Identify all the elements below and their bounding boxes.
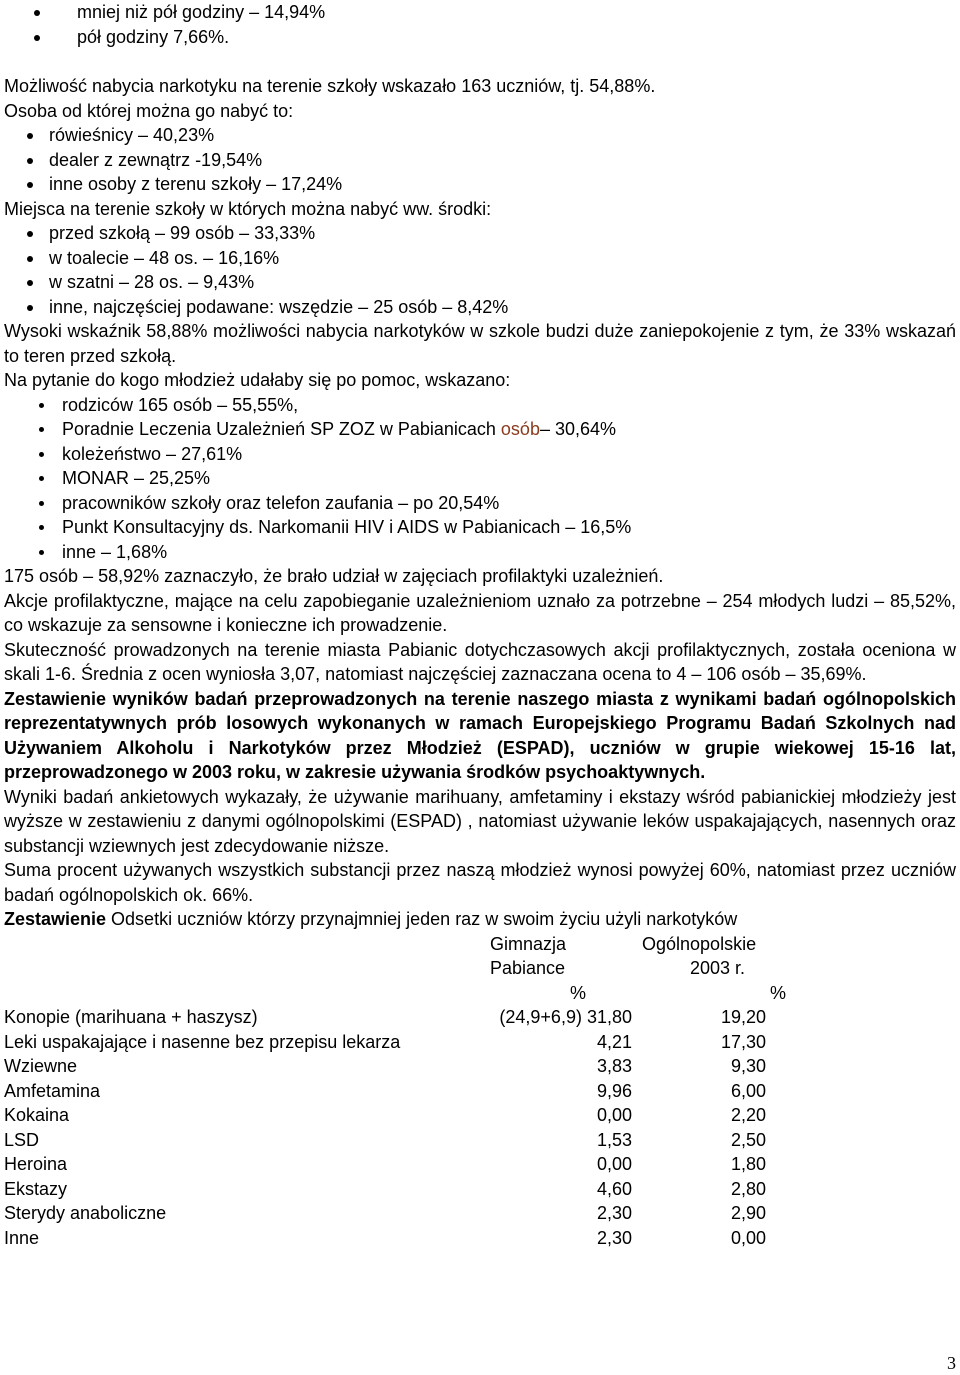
list-item: inne, najczęściej podawane: wszędzie – 25 osób – 8,42% — [4, 295, 956, 320]
list-item: przed szkołą – 99 osób – 33,33% — [4, 221, 956, 246]
list-item: pół godziny 7,66%. — [34, 25, 956, 50]
list-item: koleżeństwo – 27,61% — [4, 442, 956, 467]
table-cell: 0,00 — [730, 1227, 766, 1248]
paragraph-possibility: Możliwość nabycia narkotyku na terenie szkoły wskazało 163 uczniów, tj. 54,88%. — [4, 76, 656, 96]
table-body — [4, 1005, 956, 1250]
paragraph-actions: Akcje profilaktyczne, mające na celu zapobieganie uzależnieniom uznało za potrzebne – 254 młodych ludzi – 85,52%, co wskazuje za sensowne i konieczne ich prowadzenie. — [4, 590, 956, 635]
list-item: w toalecie – 48 os. – 16,16% — [4, 246, 956, 271]
list-item — [4, 417, 956, 442]
table-row — [4, 1201, 956, 1226]
table-cell: 9,96 — [596, 1080, 632, 1101]
table-cell: 2,90 — [730, 1203, 766, 1223]
table-row — [4, 1128, 956, 1153]
highlighted-word: osób — [500, 419, 540, 439]
table-row — [4, 1079, 956, 1104]
table-cell: LSD — [4, 1129, 40, 1150]
table-row — [4, 1030, 956, 1055]
list-item: mniej niż pół godziny – 14,94% — [34, 0, 956, 25]
list-item: rodziców 165 osób – 55,55%, — [4, 393, 956, 418]
table-header-row — [4, 981, 956, 1006]
table-cell: Wziewne — [4, 1056, 78, 1076]
table-cell: Ekstazy — [4, 1178, 68, 1199]
table-cell: 17,30 — [720, 1031, 766, 1052]
table-cell: 2,50 — [730, 1129, 766, 1150]
spacer — [4, 49, 956, 74]
person-heading: Osoba od której można go nabyć to: — [4, 100, 294, 121]
summary-text: Odsetki uczniów którzy przynajmniej jeden raz w swoim życiu użyli narkotyków — [106, 909, 738, 929]
paragraph-results: Wyniki badań ankietowych wykazały, że używanie marihuany, amfetaminy i ekstazy wśród pabianickiej młodzieży jest wyższe w zestawieniu z danymi ogólnopolskimi (ESPAD) , natomiast używanie leków uspakajających, nasennych oraz substancji wziewnych jest zdecydowanie niższe. — [4, 786, 956, 856]
table-cell: Kokaina — [4, 1105, 70, 1125]
list-item: inne – 1,68% — [4, 540, 956, 565]
paragraph-sum: Suma procent używanych wszystkich substancji przez naszą młodzież wynosi powyżej 60%, natomiast przez uczniów badań ogólnopolskich ok. 66%. — [4, 860, 956, 905]
table-cell: 0,00 — [596, 1105, 632, 1125]
table-cell: 1,53 — [596, 1129, 632, 1150]
list-item: MONAR – 25,25% — [4, 466, 956, 491]
list-item: pracowników szkoły oraz telefon zaufania – po 20,54% — [4, 491, 956, 516]
table-header-cell: Ogólnopolskie — [642, 933, 757, 954]
table-header-row — [4, 956, 956, 981]
paragraph-comparison-heading: Zestawienie wyników badań przeprowadzonych na terenie naszego miasta z wynikami badań ogólnopolskich reprezentatywnych prób losowych wykonanych w ramach Europejskiego Programu Badań Szkolnych nad Używaniem Alkoholu i Narkotyków przez Młodzież (ESPAD), uczniów w grupie wiekowej 15-16 lat, przeprowadzonego w 2003 roku, w zakresie używania środków psychoaktywnych. — [4, 688, 956, 782]
table-cell: (24,9+6,9) 31,80 — [499, 1007, 632, 1027]
table-cell: Konopie (marihuana + haszysz) — [4, 1007, 258, 1027]
table-header-cell: % — [570, 982, 587, 1003]
list-item: w szatni – 28 os. – 9,43% — [4, 270, 956, 295]
table-header-cell: % — [770, 982, 787, 1003]
places-heading: Miejsca na terenie szkoły w których można nabyć ww. środki: — [4, 198, 492, 219]
table-cell: 2,20 — [730, 1105, 766, 1125]
time-list — [34, 0, 956, 49]
table-cell: 4,21 — [596, 1031, 632, 1052]
paragraph-high-indicator: Wysoki wskaźnik 58,88% możliwości nabycia narkotyków w szkole budzi duże zaniepokojenie z tym, że 33% wskazań to teren przed szkołą. — [4, 321, 956, 366]
table-cell: Sterydy anaboliczne — [4, 1203, 167, 1223]
table-row — [4, 1226, 956, 1251]
table-cell: Leki uspakajające i nasenne bez przepisu lekarza — [4, 1031, 401, 1052]
table-header-cell: Pabiance — [490, 958, 566, 978]
help-heading: Na pytanie do kogo młodzież udałaby się po pomoc, wskazano: — [4, 370, 511, 390]
table-cell: 2,30 — [596, 1203, 632, 1223]
list-item-text: – 30,64% — [539, 419, 617, 439]
table-cell: 2,80 — [730, 1178, 766, 1199]
table-row — [4, 1054, 956, 1079]
table-row — [4, 1103, 956, 1128]
table-cell: 0,00 — [596, 1154, 632, 1174]
substances-table — [4, 932, 956, 1248]
table-cell: 9,30 — [730, 1056, 766, 1076]
table-cell: 2,30 — [596, 1227, 632, 1248]
table-row — [4, 1005, 956, 1030]
list-item: rówieśnicy – 40,23% — [4, 123, 956, 148]
summary-line — [4, 907, 956, 932]
list-item: inne osoby z terenu szkoły – 17,24% — [4, 172, 956, 197]
page-content — [4, 0, 956, 1248]
list-item: Punkt Konsultacyjny ds. Narkomanii HIV i AIDS w Pabianicach – 16,5% — [4, 515, 956, 540]
table-cell: Amfetamina — [4, 1080, 101, 1101]
list-item: dealer z zewnątrz -19,54% — [4, 148, 956, 173]
table-row — [4, 1152, 956, 1177]
table-cell: 3,83 — [596, 1056, 632, 1076]
table-cell: 19,20 — [720, 1007, 766, 1027]
places-list — [4, 221, 956, 319]
page-number: 3 — [947, 1352, 956, 1373]
list-item-text: Poradnie Leczenia Uzależnień SP ZOZ w Pabianicach — [62, 419, 501, 439]
paragraph-175: 175 osób – 58,92% zaznaczyło, że brało udział w zajęciach profilaktyki uzależnień. — [4, 566, 664, 586]
table-header-row — [4, 932, 956, 957]
table-header-cell: Gimnazja — [490, 933, 567, 954]
table-cell: Inne — [4, 1227, 40, 1248]
table-cell: 1,80 — [730, 1154, 766, 1174]
help-list — [4, 393, 956, 565]
table-row — [4, 1177, 956, 1202]
table-cell: 4,60 — [596, 1178, 632, 1199]
summary-label: Zestawienie — [4, 909, 107, 929]
table-header-cell: 2003 r. — [690, 958, 746, 978]
paragraph-effectiveness: Skuteczność prowadzonych na terenie miasta Pabianic dotychczasowych akcji profilaktycznych, została oceniona w skali 1-6. Średnia z ocen wyniosła 3,07, natomiast najczęściej zaznaczana ocena to 4 – 106 osób – 35,69%. — [4, 639, 956, 684]
table-cell: Heroina — [4, 1154, 68, 1174]
person-list — [4, 123, 956, 197]
table-cell: 6,00 — [730, 1080, 766, 1101]
